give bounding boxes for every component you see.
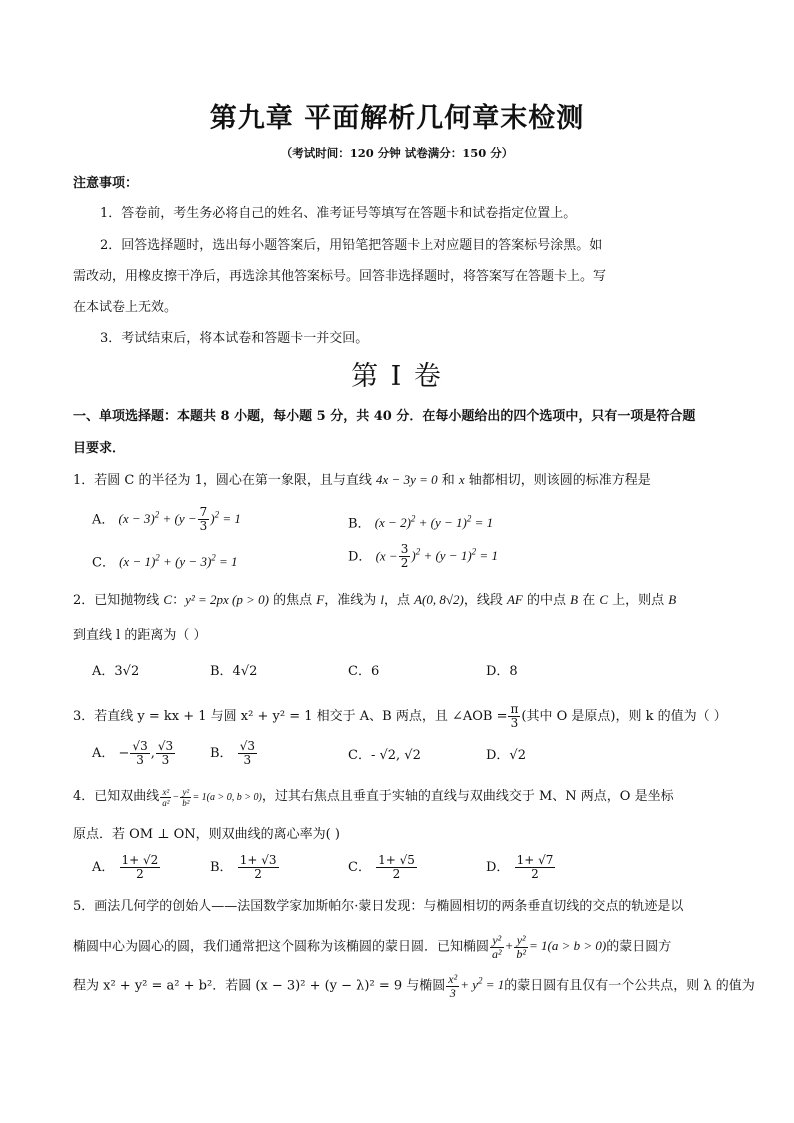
question-2-option-a[interactable]: A．3√2 xyxy=(92,664,140,679)
notice-item-2-line-2: 需改动，用橡皮擦干净后，再选涂其他答案标号。回答非选择题时，将答案写在答题卡上。写 xyxy=(73,269,607,284)
question-5-stem-line-1: 5．画法几何学的创始人——法国数学家加斯帕尔·蒙日发现：与椭圆相切的两条垂直切线的交点的轨迹是以 xyxy=(73,899,684,914)
page-title: 第九章 平面解析几何章末检测 xyxy=(209,103,585,134)
section-1-heading: 一、单项选择题：本题共 8 小题，每小题 5 分，共 40 分．在每小题给出的四个选项中，只有一项是符合题 xyxy=(73,409,696,424)
question-4-option-d[interactable]: D． $\frac{1+ √7}{2}$ xyxy=(486,853,554,881)
question-4-stem: 4．已知双曲线 $\frac{\text{x²}}{\text{a²}}$ − $\frac{\text{y²}}{\text{b²}}$ = 1(a > 0, b > 0)，过其右焦点且垂直于实轴的直线与双曲线交于 M、N 两点，O 是坐标 xyxy=(73,787,674,808)
question-2-stem-cont: 到直线 l 的距离为（ ） xyxy=(73,628,207,643)
question-3-option-a[interactable]: A． − $\frac{√3}{3}$ , $\frac{√3}{3}$ xyxy=(92,739,174,767)
notice-item-1: 1．答卷前，考生务必将自己的姓名、准考证号等填写在答题卡和试卷指定位置上。 xyxy=(100,206,577,221)
question-1-stem: 1．若圆 C 的半径为 1，圆心在第一象限，且与直线 4x − 3y = 0 和 x 轴都相切，则该圆的标准方程是 xyxy=(73,472,651,488)
question-2-option-d[interactable]: D．8 xyxy=(486,664,518,679)
notice-item-2-line-3: 在本试卷上无效。 xyxy=(73,300,178,315)
question-2-option-b[interactable]: B．4√2 xyxy=(210,664,258,679)
exam-info: （考试时间：120 分钟 试卷满分：150 分） xyxy=(280,146,514,160)
volume-title: 第 I 卷 xyxy=(351,361,443,392)
section-1-heading-cont: 目要求． xyxy=(73,441,126,456)
question-2-stem: 2．已知抛物线 C：y² = 2px (p > 0) 的焦点 F，准线为 l，点 A(0, 8√2)，线段 AF 的中点 B 在 C 上，则点 B xyxy=(73,592,677,608)
question-4-stem-cont: 原点．若 OM ⊥ ON，则双曲线的离心率为( ) xyxy=(73,827,340,842)
question-1-option-b[interactable]: B． $(x - 2)^2 + (y - 1)^2 = 1$ xyxy=(348,514,494,532)
question-3-stem: 3．若直线 y = kx + 1 与圆 x² + y² = 1 相交于 A、B 两点，且 ∠AOB = $\frac{\pi}{3}$ (其中 O 是原点)，则 k 的值为（ ） xyxy=(73,702,727,730)
question-1-option-d[interactable]: D． (x − $\frac{3}{2}$ )$^2 + (y - 1)^2 = 1$ xyxy=(348,542,498,571)
question-3-option-b[interactable]: B． $\frac{√3}{3}$ xyxy=(210,739,255,767)
question-3-option-d[interactable]: D．√2 xyxy=(486,748,526,763)
notice-heading: 注意事项： xyxy=(73,176,139,191)
question-1-option-c[interactable]: C． $(x - 1)^2 + (y - 3)^2 = 1$ xyxy=(92,553,238,571)
question-1-option-a[interactable]: A． $(x - 3)^2 + (y$ − $\frac{7}{3}$ )$^2$ = 1 xyxy=(92,505,241,534)
question-4-option-c[interactable]: C． $\frac{1+ √5}{2}$ xyxy=(348,853,415,881)
question-5-stem-line-2: 椭圆中心为圆心的圆，我们通常把这个圆称为该椭圆的蒙日圆．已知椭圆 $\frac{\text{y²}}{\text{a²}}$ + $\frac{\text{y²}}{\text{b²}}$ = 1(a > b > 0)的蒙日圆方 xyxy=(73,933,672,961)
notice-item-2-line-1: 2．回答选择题时，选出每小题答案后，用铅笔把答题卡上对应题目的答案标号涂黑。如 xyxy=(100,238,603,253)
question-4-option-b[interactable]: B． $\frac{1+ √3}{2}$ xyxy=(210,853,277,881)
question-4-option-a[interactable]: A． $\frac{1+ √2}{2}$ xyxy=(92,853,159,881)
question-3-option-c[interactable]: C．- √2, √2 xyxy=(348,748,421,763)
notice-item-3: 3．考试结束后，将本试卷和答题卡一并交回。 xyxy=(100,331,369,346)
question-2-option-c[interactable]: C．6 xyxy=(348,664,380,679)
question-5-stem-line-3: 程为 x² + y² = a² + b²．若圆 (x − 3)² + (y − λ)² = 9 与椭圆 $\frac{\text{x²}}{3}$ + $y^2 = 1$的蒙日圆有且仅有一个公共点，则 λ 的值为 xyxy=(73,971,755,1000)
